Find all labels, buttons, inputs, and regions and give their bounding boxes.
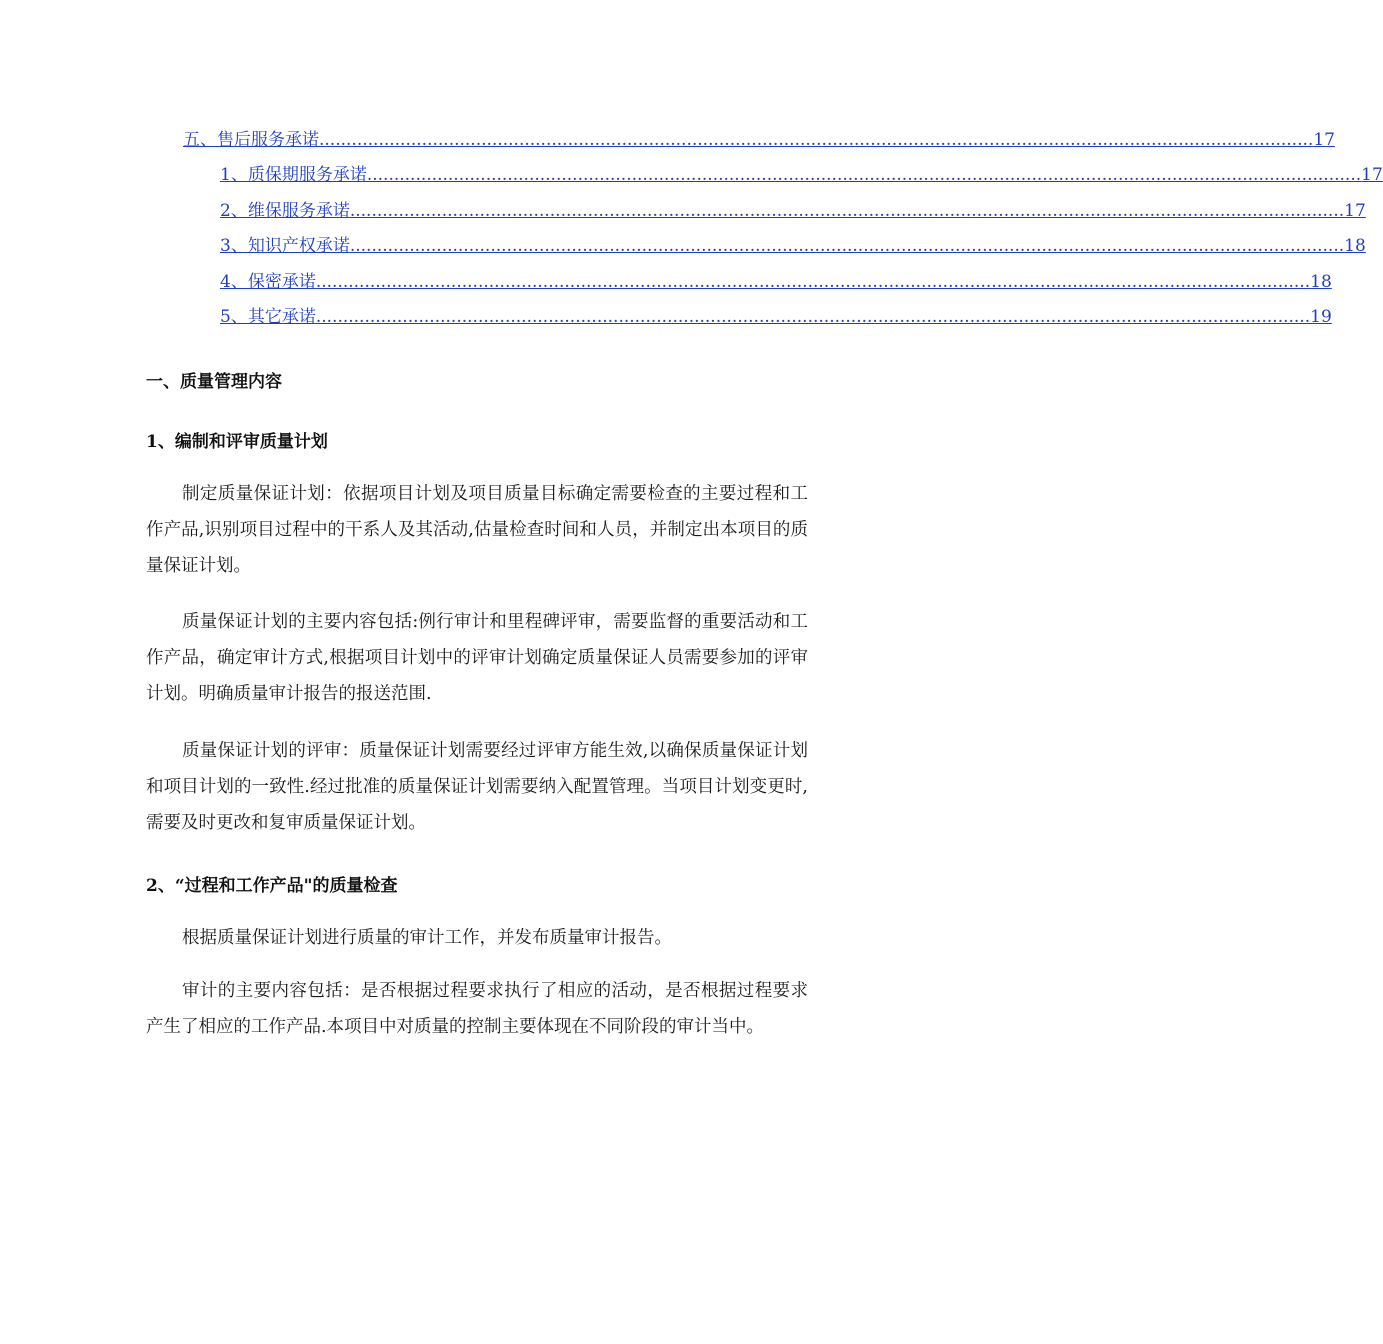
toc-label: 1、质保期服务承诺 [220, 165, 367, 185]
subsection-title: 2、“过程和工作产品"的质量检查 [146, 876, 398, 896]
toc-leader-dots: ........................................................................................................................................................................................ [315, 307, 1311, 327]
toc-leader-dots: ........................................................................................................................................................................................ [315, 272, 1311, 292]
toc-page-number: 18 [1310, 272, 1332, 292]
toc-page-number: 18 [1344, 236, 1366, 256]
toc-link-confidentiality[interactable] [220, 267, 1332, 292]
toc-page-number: 19 [1310, 307, 1332, 327]
section-title: 一、质量管理内容 [146, 372, 282, 392]
toc-link-other[interactable] [220, 302, 1332, 327]
toc-label: 4、保密承诺 [220, 272, 316, 292]
paragraph: 制定质量保证计划：依据项目计划及项目质量目标确定需要检查的主要过程和工作产品,识别项目过程中的干系人及其活动,估量检查时间和人员，并制定出本项目的质量保证计划。 [146, 484, 808, 576]
paragraph: 质量保证计划的主要内容包括:例行审计和里程碑评审，需要监督的重要活动和工作产品，确定审计方式,根据项目计划中的评审计划确定质量保证人员需要参加的评审计划。明确质量审计报告的报送范围. [146, 612, 808, 704]
toc-label: 3、知识产权承诺 [220, 236, 350, 256]
toc-page-number: 17 [1361, 165, 1383, 185]
subsection-title: 1、编制和评审质量计划 [146, 432, 328, 452]
toc-link-ip[interactable] [220, 231, 1366, 256]
toc-page-number: 17 [1313, 130, 1335, 150]
toc-leader-dots: ........................................................................................................................................................................................ [366, 165, 1362, 185]
toc-label: 五、售后服务承诺 [183, 130, 319, 150]
toc-leader-dots: ........................................................................................................................................................................................ [349, 236, 1345, 256]
toc-label: 5、其它承诺 [220, 307, 316, 327]
paragraph: 审计的主要内容包括：是否根据过程要求执行了相应的活动，是否根据过程要求产生了相应的工作产品.本项目中对质量的控制主要体现在不同阶段的审计当中。 [146, 981, 808, 1037]
paragraph: 质量保证计划的评审：质量保证计划需要经过评审方能生效,以确保质量保证计划和项目计划的一致性.经过批准的质量保证计划需要纳入配置管理。当项目计划变更时,需要及时更改和复审质量保证计划。 [146, 741, 808, 833]
toc-page-number: 17 [1344, 201, 1366, 221]
toc-leader-dots: ........................................................................................................................................................................................ [349, 201, 1345, 221]
toc-label: 2、维保服务承诺 [220, 201, 350, 221]
toc-leader-dots: ........................................................................................................................................................................................ [319, 130, 1314, 150]
toc-link-warranty[interactable] [220, 160, 1383, 185]
paragraph: 根据质量保证计划进行质量的审计工作，并发布质量审计报告。 [182, 928, 672, 948]
toc-link-maintenance[interactable] [220, 196, 1366, 221]
toc-link-after-sales[interactable] [183, 125, 1335, 150]
